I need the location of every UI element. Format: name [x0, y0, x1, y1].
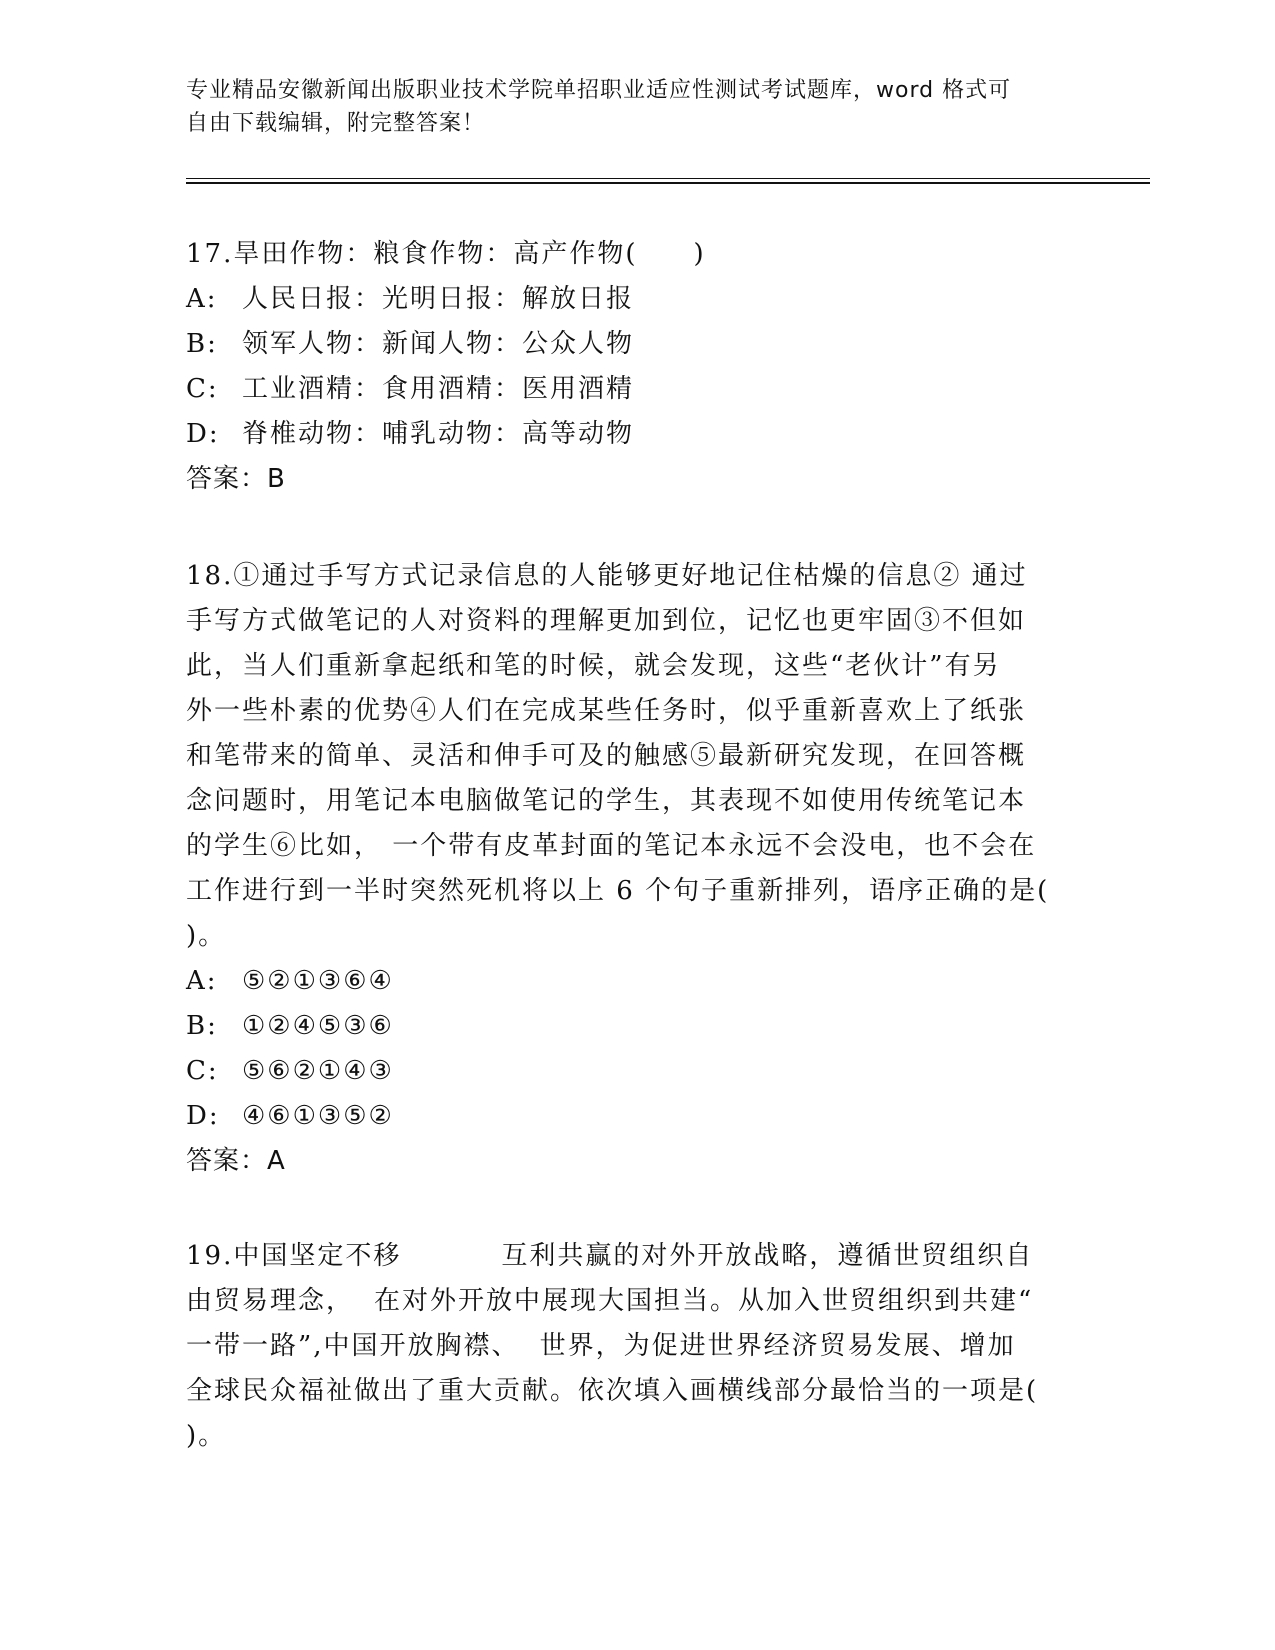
answer-line: 答案：A	[186, 1146, 286, 1176]
option-key: C:	[186, 374, 219, 404]
option-key: B:	[186, 1011, 218, 1041]
option-a	[186, 277, 1086, 322]
question-stem-line: 19.中国坚定不移 互利共赢的对外开放战略，遵循世贸组织自	[186, 1241, 1034, 1271]
option-d	[186, 1094, 1086, 1139]
option-key: C:	[186, 1056, 219, 1086]
question-stem-line: 一带一路”,中国开放胸襟、 世界，为促进世界经济贸易发展、增加	[186, 1331, 1016, 1361]
option-text: 人民日报：光明日报：解放日报	[242, 284, 635, 314]
option-key: D:	[186, 419, 220, 449]
document-header	[186, 74, 1086, 140]
question-18	[186, 554, 1086, 1184]
question-stem-line: 手写方式做笔记的人对资料的理解更加到位，记忆也更牢固③不但如	[186, 606, 1027, 636]
option-a	[186, 959, 1086, 1004]
option-c	[186, 1049, 1086, 1094]
question-stem	[186, 554, 1086, 959]
option-text: 脊椎动物：哺乳动物：高等动物	[242, 419, 635, 449]
option-b	[186, 322, 1086, 367]
question-stem-line: 18.①通过手写方式记录信息的人能够更好地记住枯燥的信息② 通过	[186, 561, 1028, 591]
option-key: A:	[186, 284, 218, 314]
option-d	[186, 412, 1086, 457]
question-stem-line: 外一些朴素的优势④人们在完成某些任务时，似乎重新喜欢上了纸张	[186, 696, 1027, 726]
option-text: ①②④⑤③⑥	[242, 1011, 394, 1041]
question-number: 17.	[186, 239, 234, 269]
option-c	[186, 367, 1086, 412]
option-text: 领军人物：新闻人物：公众人物	[242, 329, 635, 359]
header-line-1: 专业精品安徽新闻出版职业技术学院单招职业适应性测试考试题库，word 格式可	[186, 78, 1012, 103]
option-key: D:	[186, 1101, 220, 1131]
option-b	[186, 1004, 1086, 1049]
option-key: B:	[186, 329, 218, 359]
question-stem-line: 由贸易理念， 在对外开放中展现大国担当。从加入世贸组织到共建“	[186, 1286, 1034, 1316]
option-text: 工业酒精：食用酒精：医用酒精	[242, 374, 635, 404]
question-number: 18.	[186, 561, 234, 591]
header-divider-thin	[186, 178, 1150, 179]
question-stem-line: 工作进行到一半时突然死机将以上 6 个句子重新排列，语序正确的是(	[186, 876, 1050, 906]
question-stem-line: )。	[186, 1421, 227, 1451]
option-key: A:	[186, 966, 218, 996]
question-17	[186, 232, 1086, 502]
option-text: ④⑥①③⑤②	[242, 1101, 394, 1131]
header-divider-thick	[186, 182, 1150, 184]
question-number: 19.	[186, 1241, 234, 1271]
question-stem-line: 念问题时，用笔记本电脑做笔记的学生，其表现不如使用传统笔记本	[186, 786, 1027, 816]
answer-line: 答案：B	[186, 464, 286, 494]
question-stem-line: 和笔带来的简单、灵活和伸手可及的触感⑤最新研究发现，在回答概	[186, 741, 1027, 771]
question-19	[186, 1234, 1086, 1459]
question-stem-line: 的学生⑥比如， 一个带有皮革封面的笔记本永远不会没电，也不会在	[186, 831, 1037, 861]
question-stem-line: 全球民众福祉做出了重大贡献。依次填入画横线部分最恰当的一项是(	[186, 1376, 1039, 1406]
question-stem	[186, 232, 1086, 277]
header-line-2: 自由下载编辑，附完整答案！	[186, 111, 486, 136]
question-stem	[186, 1234, 1086, 1459]
option-text: ⑤②①③⑥④	[242, 966, 394, 996]
question-stem-line: 旱田作物：粮食作物：高产作物( )	[233, 239, 706, 269]
question-stem-line: 此，当人们重新拿起纸和笔的时候，就会发现，这些“老伙计”有另	[186, 651, 1001, 681]
option-text: ⑤⑥②①④③	[242, 1056, 394, 1086]
question-stem-line: )。	[186, 921, 227, 951]
